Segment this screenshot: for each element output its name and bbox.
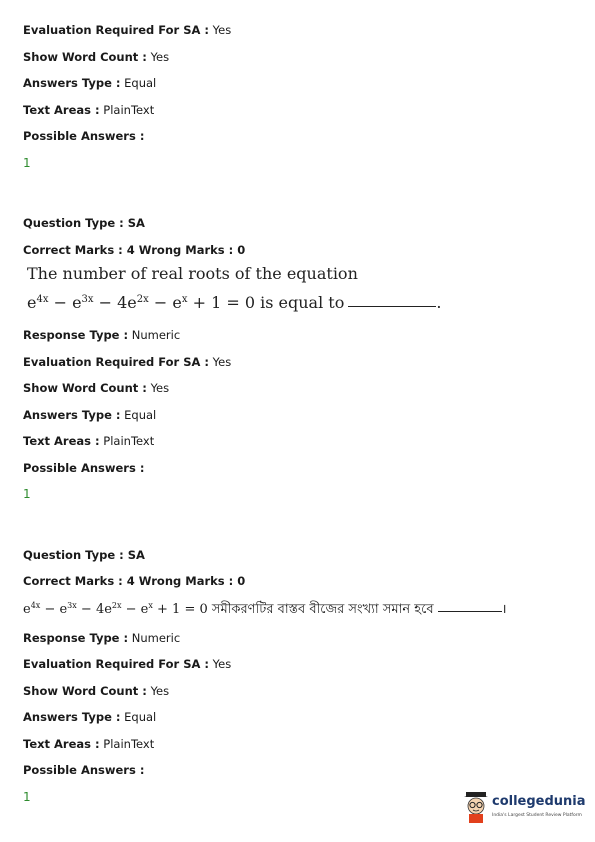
mascot-icon	[462, 790, 490, 824]
question-type: Question Type : SA	[23, 548, 145, 562]
field-text-areas: Text Areas : PlainText	[23, 434, 155, 448]
question-equation: $e^{4x} - e^{3x} - 4e^{2x} - e^x + 1 = 0$ is equal to .	[27, 293, 442, 312]
field-text-areas: Text Areas : PlainText	[23, 737, 155, 751]
answer-blank	[348, 305, 436, 307]
field-possible-answers: Possible Answers :	[23, 129, 145, 143]
logo-tagline: India's Largest Student Review Platform	[492, 813, 582, 818]
collegedunia-logo	[462, 790, 584, 826]
field-show-word-count: Show Word Count : Yes	[23, 684, 170, 698]
field-show-word-count: Show Word Count : Yes	[23, 381, 170, 395]
field-evaluation-required: Evaluation Required For SA : Yes	[23, 355, 232, 369]
question-text: The number of real roots of the equation	[27, 264, 358, 283]
possible-answer-value: 1	[23, 487, 31, 501]
question-type: Question Type : SA	[23, 216, 145, 230]
field-evaluation-required: Evaluation Required For SA : Yes	[23, 657, 232, 671]
possible-answer-value: 1	[23, 156, 31, 170]
field-response-type: Response Type : Numeric	[23, 631, 181, 645]
field-possible-answers: Possible Answers :	[23, 763, 145, 777]
field-answers-type: Answers Type : Equal	[23, 76, 157, 90]
field-evaluation-required: Evaluation Required For SA : Yes	[23, 23, 232, 37]
answer-blank	[438, 610, 502, 612]
marks-line: Correct Marks : 4 Wrong Marks : 0	[23, 574, 246, 588]
field-text-areas: Text Areas : PlainText	[23, 103, 155, 117]
field-response-type: Response Type : Numeric	[23, 328, 181, 342]
field-possible-answers: Possible Answers :	[23, 461, 145, 475]
field-answers-type: Answers Type : Equal	[23, 408, 157, 422]
question-equation-bengali: $e^{4x} - e^{3x} - 4e^{2x} - e^x + 1 = 0$ সমীকরণটির বাস্তব বীজের সংখ্যা সমান হবে ।	[23, 601, 507, 617]
field-show-word-count: Show Word Count : Yes	[23, 50, 170, 64]
marks-line: Correct Marks : 4 Wrong Marks : 0	[23, 243, 246, 257]
logo-wordmark: collegedunia	[492, 794, 586, 809]
field-answers-type: Answers Type : Equal	[23, 710, 157, 724]
possible-answer-value: 1	[23, 790, 31, 804]
